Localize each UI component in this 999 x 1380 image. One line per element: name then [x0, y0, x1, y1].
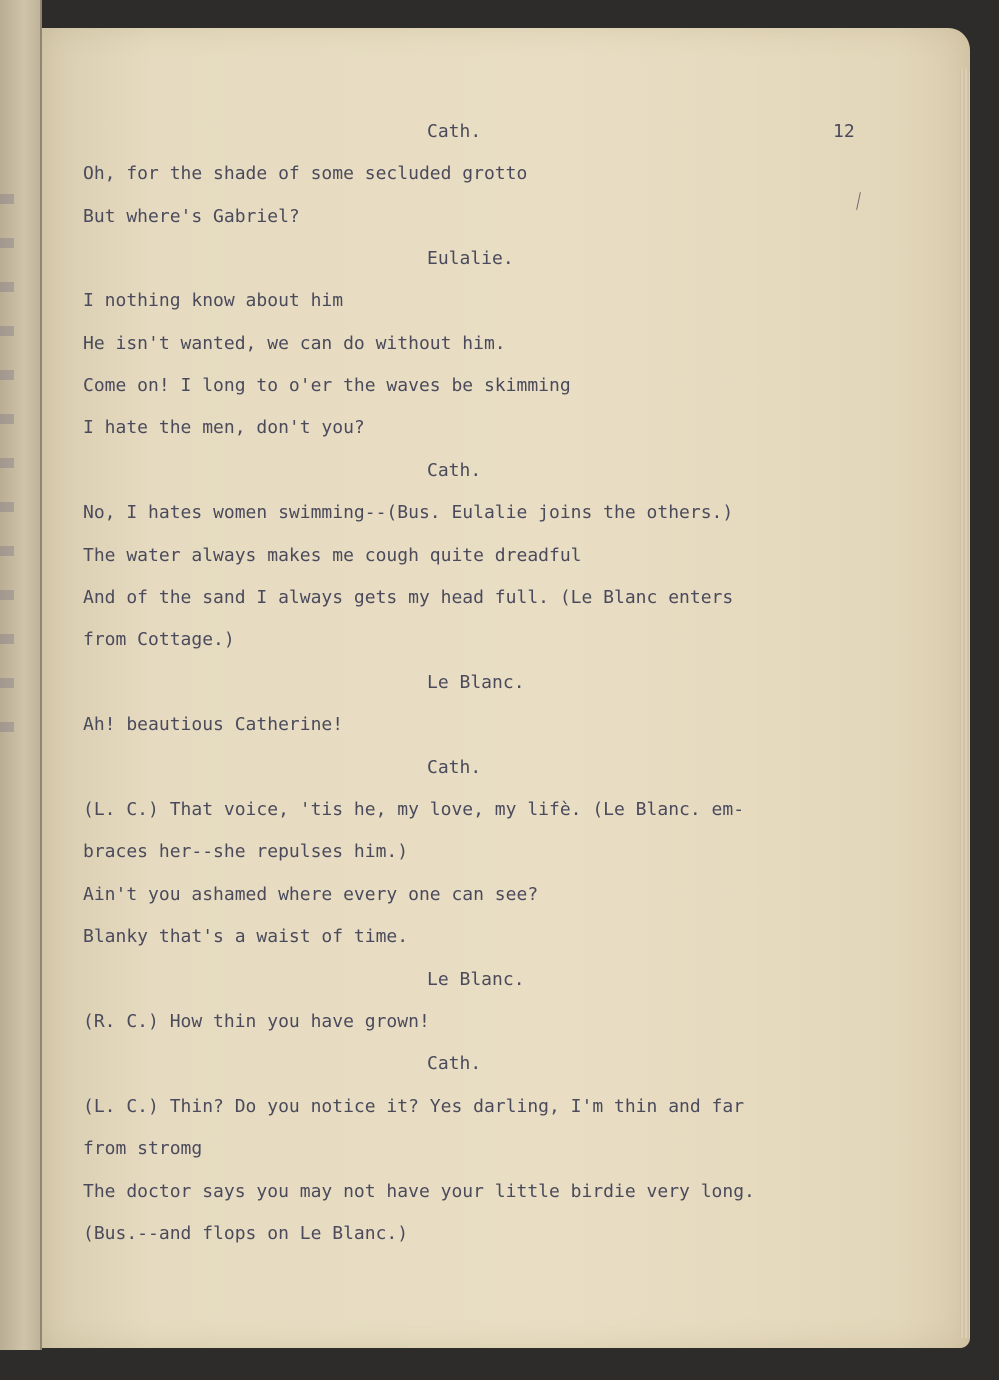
- script-line: He isn't wanted, we can do without him.: [83, 333, 506, 354]
- script-line: The doctor says you may not have your little birdie very long.: [83, 1181, 755, 1202]
- script-line: (Bus.--and flops on Le Blanc.): [83, 1223, 409, 1244]
- script-line: Ah! beautious Catherine!: [83, 714, 344, 735]
- speaker-heading: Le Blanc.: [427, 969, 525, 990]
- script-line: The water always makes me cough quite dreadful: [83, 545, 582, 566]
- speaker-heading: Eulalie.: [427, 248, 514, 269]
- speaker-heading: Le Blanc.: [427, 672, 525, 693]
- script-line: (L. C.) That voice, 'tis he, my love, my lifè. (Le Blanc. em-: [83, 799, 745, 820]
- speaker-heading: Cath.: [427, 460, 482, 481]
- script-line: Oh, for the shade of some secluded grotto: [83, 163, 528, 184]
- script-line: from Cottage.): [83, 629, 235, 650]
- script-line: And of the sand I always gets my head full. (Le Blanc enters: [83, 587, 734, 608]
- script-line: Ain't you ashamed where every one can see?: [83, 884, 539, 905]
- speaker-heading: Cath.: [427, 1053, 482, 1074]
- page-number: 12: [833, 121, 855, 142]
- script-line: (R. C.) How thin you have grown!: [83, 1011, 430, 1032]
- pencil-mark: [856, 192, 861, 210]
- script-line: But where's Gabriel?: [83, 206, 300, 227]
- script-line: I nothing know about him: [83, 290, 344, 311]
- script-line: from stromg: [83, 1138, 203, 1159]
- script-line: (L. C.) Thin? Do you notice it? Yes darling, I'm thin and far: [83, 1096, 745, 1117]
- script-line: No, I hates women swimming--(Bus. Eulalie joins the others.): [83, 502, 734, 523]
- speaker-heading: Cath.: [427, 757, 482, 778]
- script-line: braces her--she repulses him.): [83, 841, 409, 862]
- script-line: Blanky that's a waist of time.: [83, 926, 409, 947]
- script-line: I hate the men, don't you?: [83, 417, 365, 438]
- speaker-heading: Cath.: [427, 121, 482, 142]
- script-line: Come on! I long to o'er the waves be skimming: [83, 375, 571, 396]
